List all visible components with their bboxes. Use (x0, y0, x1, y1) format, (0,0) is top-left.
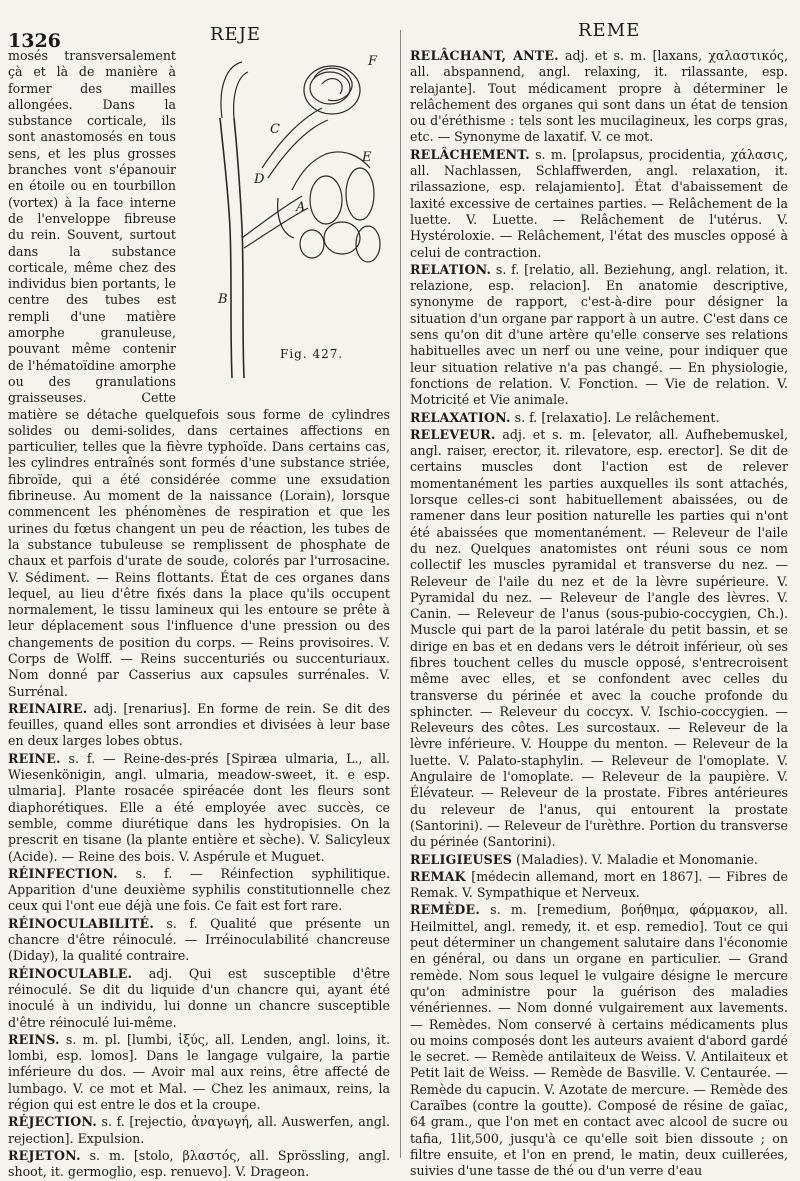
definition: s. m. [remedium, βοήθημα, φάρμακον, all. Heilmittel, angl. remedy, it. et esp. remedio]. Tout ce qui peut déterminer un changement salutaire dans l'économie en général, ou dans un organe en particulier. — Grand remède. Nom sous lequel le vulgaire désigne le mercure qu'on administre pour la guérison des maladies vénériennes. — Nom donné vulgairement aux lavements. — Remèdes. Nom conservé à certains médicaments plus ou moins composés dont les auteurs avaient d'abord gardé le secret. — Remède antilaiteux de Weiss. V. Antilaiteux et Petit lait de Weiss. — Remède de Basville. V. Centaurée. — Remède du capucin. V. Azotate de mercure. — Remède des Caraïbes (contre la goutte). Composé de résine de gaïac, 64 gram., que l'on met en contact avec alcool de sucre ou tafia, 1lit,500, jusqu'à ce qu'elle soit bien dissoute ; on filtre ensuite, et l'on en prend, le matin, deux cuillerées, suivies d'une tasse de thé ou d'un verre d'eau (410, 902, 788, 1179)
entry-releveur (410, 427, 788, 851)
definition: s. f. — Réinfection syphilitique. Apparition d'une deuxième syphilis constitutionnelle chez ceux qui l'ont eue déjà une fois. Ce fait est fort rare. (8, 865, 390, 914)
headword: RELIGIEUSES (410, 851, 513, 867)
column-divider (400, 30, 401, 1158)
right-column (410, 48, 788, 1180)
entry-reinaire (8, 701, 390, 750)
definition: s. m. [prolapsus, procidentia, χάλασις, all. Nachlassen, Schlaffwerden, angl. relaxation, it. rilassazione, esp. relajamiento]. État d'abaissement de laxité excessive de certaines parties. — Relâchement de la luette. V. Luette. — Relâchement de l'utérus. V. Hystéroloxie. — Relâchement, l'état des muscles opposé à celui de contraction. (410, 146, 788, 260)
entry-rein-continuation: mosés transversalement çà et là de manière à former des mailles allongées. Dans la substance corticale, ils sont anastomosés en tous sens, et les plus grosses branches vont s'épanouir en étoile ou en tourbillon (vortex) à la face interne de l'enveloppe fibreuse du rein. Souvent, surtout dans la substance corticale, même chez des individus bien portants, le centre des tubes est rempli d'une matière amorphe granuleuse, pouvant même contenir de l'hématoïdine amorphe ou des granulations graisseuses. Cette matière se détache quelquefois sous forme de cylindres solides ou demi-solides, dans certaines affections en particulier, telles que la fièvre typhoïde. Dans certains cas, les cylindres entraînés sont formés d'une substance striée, fibroïde, qui a été considérée comme une exsudation fibrineuse. Au moment de la naissance (Lorain), lorsque commencent les phénomènes de respiration et que les urines du fœtus changent un peu de réaction, les tubes de la substance tubuleuse se remplissent de phosphate de chaux et parfois d'urate de soude, colorés par l'urrosacine. V. Sédiment. — Reins flottants. État de ces organes dans lequel, au lieu d'être fixés dans la place qu'ils occupent normalement, le tissu lamineux qui les entoure se prête à leur déplacement sous l'influence d'une pression ou des changements de position du corps. — Reins provisoires. V. Corps de Wolff. — Reins succenturiés ou succenturiaux. Nom donné par Casserius aux capsules surrénales. V. Surrénal. (8, 48, 390, 699)
definition: s. f. — Reine-des-prés [Spiræa ulmaria, L., all. Wiesenkönigin, angl. ulmaria, meadow-sweet, it. e esp. ulmaria]. Plante rosacée spiréacée dont les fleurs sont diaphorétiques. Elle a été employée avec succès, ce semble, comme diurétique dans les hydropisies. On la prescrit en tisane (la plante entière et sèche). V. Salicyleux (Acide). — Reine des bois. V. Aspérule et Muguet. (8, 750, 390, 864)
figure-label-b: B (218, 292, 228, 307)
figure-label-a: A (296, 200, 306, 215)
figure-label-d: D (254, 172, 265, 187)
right-running-head: REME (578, 20, 641, 41)
headword: RELÂCHANT, ANTE. (410, 48, 559, 63)
headword: REMAK (410, 868, 466, 884)
headword: RÉJECTION. (8, 1114, 97, 1130)
definition: [médecin allemand, mort en 1867]. — Fibres de Remak. V. Sympathique et Nerveux. (410, 868, 788, 901)
entry-reinoculabilite (8, 916, 390, 965)
headword: RELÂCHEMENT. (410, 146, 530, 162)
definition: adj. et s. m. [elevator, all. Aufhebemuskel, angl. raiser, erector, it. rilevatore, esp. erector]. Se dit de certains muscles dont l'action est de relever momentanément les parties auxquelles ils sont attachés, lorsque celles-ci sont habituellement abaissées, ou de ramener dans leur position naturelle les parties qui n'ont été abaissées que momentanément. — Releveur de l'aile du nez. Quelques anatomistes ont réuni sous ce nom collectif les muscles pyramidal et transverse du nez. — Releveur de l'aile du nez et de la lèvre supérieure. V. Pyramidal du nez. — Releveur de l'angle des lèvres. V. Canin. — Releveur de l'anus (sous-pubio-coccygien, Ch.). Muscle qui part de la paroi latérale du petit bassin, et se dirige en bas et en dedans vers le détroit inférieur, où ses fibres touchent celles du muscle opposé, s'entrecroisent même avec elles, et se confondent avec celles du transverse du périnée et avec la couche profonde du sphincter. — Releveur du coccyx. V. Ischio-coccygien. — Releveurs des côtes. Les surcostaux. — Releveur de la lèvre inférieure. V. Houppe du menton. — Releveur de la luette. V. Palato-staphylin. — Releveur de l'omoplate. V. Angulaire de l'omoplate. — Releveur de la paupière. V. Élévateur. — Releveur de la prostate. Fibres antérieures du releveur de l'anus, qui entourent la prostate (Santorini). — Releveur de l'urèthre. Portion du transverse du périnée (Santorini). (410, 426, 788, 850)
entry-remede (410, 902, 788, 1179)
headword: RELEVEUR. (410, 426, 496, 442)
headword: REINAIRE. (8, 700, 88, 716)
figure-label-c: C (270, 122, 280, 137)
definition: s. f. Qualité que présente un chancre d'être réinoculé. — Irréinoculabilité chancreuse (Diday), la qualité contraire. (8, 915, 390, 964)
definition: s. f. [relaxatio]. Le relâchement. (510, 409, 720, 425)
headword: RÉINOCULABLE. (8, 965, 133, 981)
definition: s. m. [stolo, βλαστός, all. Sprössling, angl. shoot, it. germoglio, esp. renuevo]. V. Drageon. (8, 1147, 390, 1180)
headword: RELAXATION. (410, 409, 511, 425)
definition: adj. Qui est susceptible d'être réinoculé. Se dit du liquide d'un chancre qui, ayant été inoculé à un individu, lui donne un chancre susceptible d'être réinoculé lui-même. (8, 965, 390, 1030)
figure-caption: Fig. 427. (280, 347, 344, 361)
headword: REINE. (8, 750, 61, 766)
entry-religieuses (410, 852, 788, 868)
figure-label-e: E (362, 150, 372, 165)
definition: (Maladies). V. Maladie et Monomanie. (512, 851, 758, 867)
entry-reins (8, 1032, 390, 1113)
entry-relation (410, 262, 788, 409)
entry-rejeton (8, 1148, 390, 1181)
page-number: 1326 (8, 30, 61, 52)
entry-relachement (410, 147, 788, 261)
entry-reinoculable (8, 966, 390, 1031)
entry-rejection (8, 1114, 390, 1147)
left-column (8, 48, 390, 1181)
figure-427 (182, 48, 392, 393)
entry-reine (8, 751, 390, 865)
definition: s. f. [relatio, all. Beziehung, angl. relation, it. relazione, esp. relacion]. En anatomie descriptive, synonyme de rapport, c'est-à-dire pour désigner la situation d'un organe par rapport à un autre. C'est dans ce sens qu'on dit d'une artère qu'elle conserve ses relations habituelles avec un nerf ou une veine, pour indiquer que leur situation relative n'a pas changé. — En physiologie, fonctions de relation. V. Fonction. — Vie de relation. V. Motricité et Vie animale. (410, 261, 788, 408)
headword: RÉINFECTION. (8, 865, 118, 881)
definition: s. m. pl. [lumbi, ἰξύς, all. Lenden, angl. loins, it. lombi, esp. lomos]. Dans le langage vulgaire, la partie inférieure du dos. — Avoir mal aux reins, être affecté de lumbago. V. ce mot et Mal. — Chez les animaux, reins, la région qui est entre le dos et la croupe. (8, 1031, 390, 1112)
left-running-head: REJE (210, 24, 262, 45)
headword: RÉINOCULABILITÉ. (8, 915, 154, 931)
definition: adj. [renarius]. En forme de rein. Se dit des feuilles, quand elles sont arrondies et divisées à leur base en deux larges lobes obtus. (8, 700, 390, 749)
headword: REJETON. (8, 1147, 81, 1163)
entry-remak (410, 869, 788, 902)
headword: REINS. (8, 1031, 60, 1047)
headword: RELATION. (410, 261, 492, 277)
definition: adj. et s. m. [laxans, χαλαστικός, all. abspannend, angl. relaxing, it. rilassante, esp. relajante]. Tout médicament propre à déterminer le relâchement des organes qui sont dans un état de tension ou d'éréthisme : tels sont les mucilagineux, les corps gras, etc. — Synonyme de laxatif. V. ce mot. (410, 48, 788, 145)
entry-reinfection (8, 866, 390, 915)
figure-label-f: F (368, 54, 378, 69)
entry-relaxation (410, 410, 788, 426)
entry-relachant (410, 48, 788, 146)
definition: s. f. [rejectio, ἀναγωγή, all. Auswerfen, angl. rejection]. Expulsion. (8, 1114, 390, 1146)
headword: REMÈDE. (410, 902, 480, 918)
kidney-tubule-illustration (182, 48, 392, 393)
